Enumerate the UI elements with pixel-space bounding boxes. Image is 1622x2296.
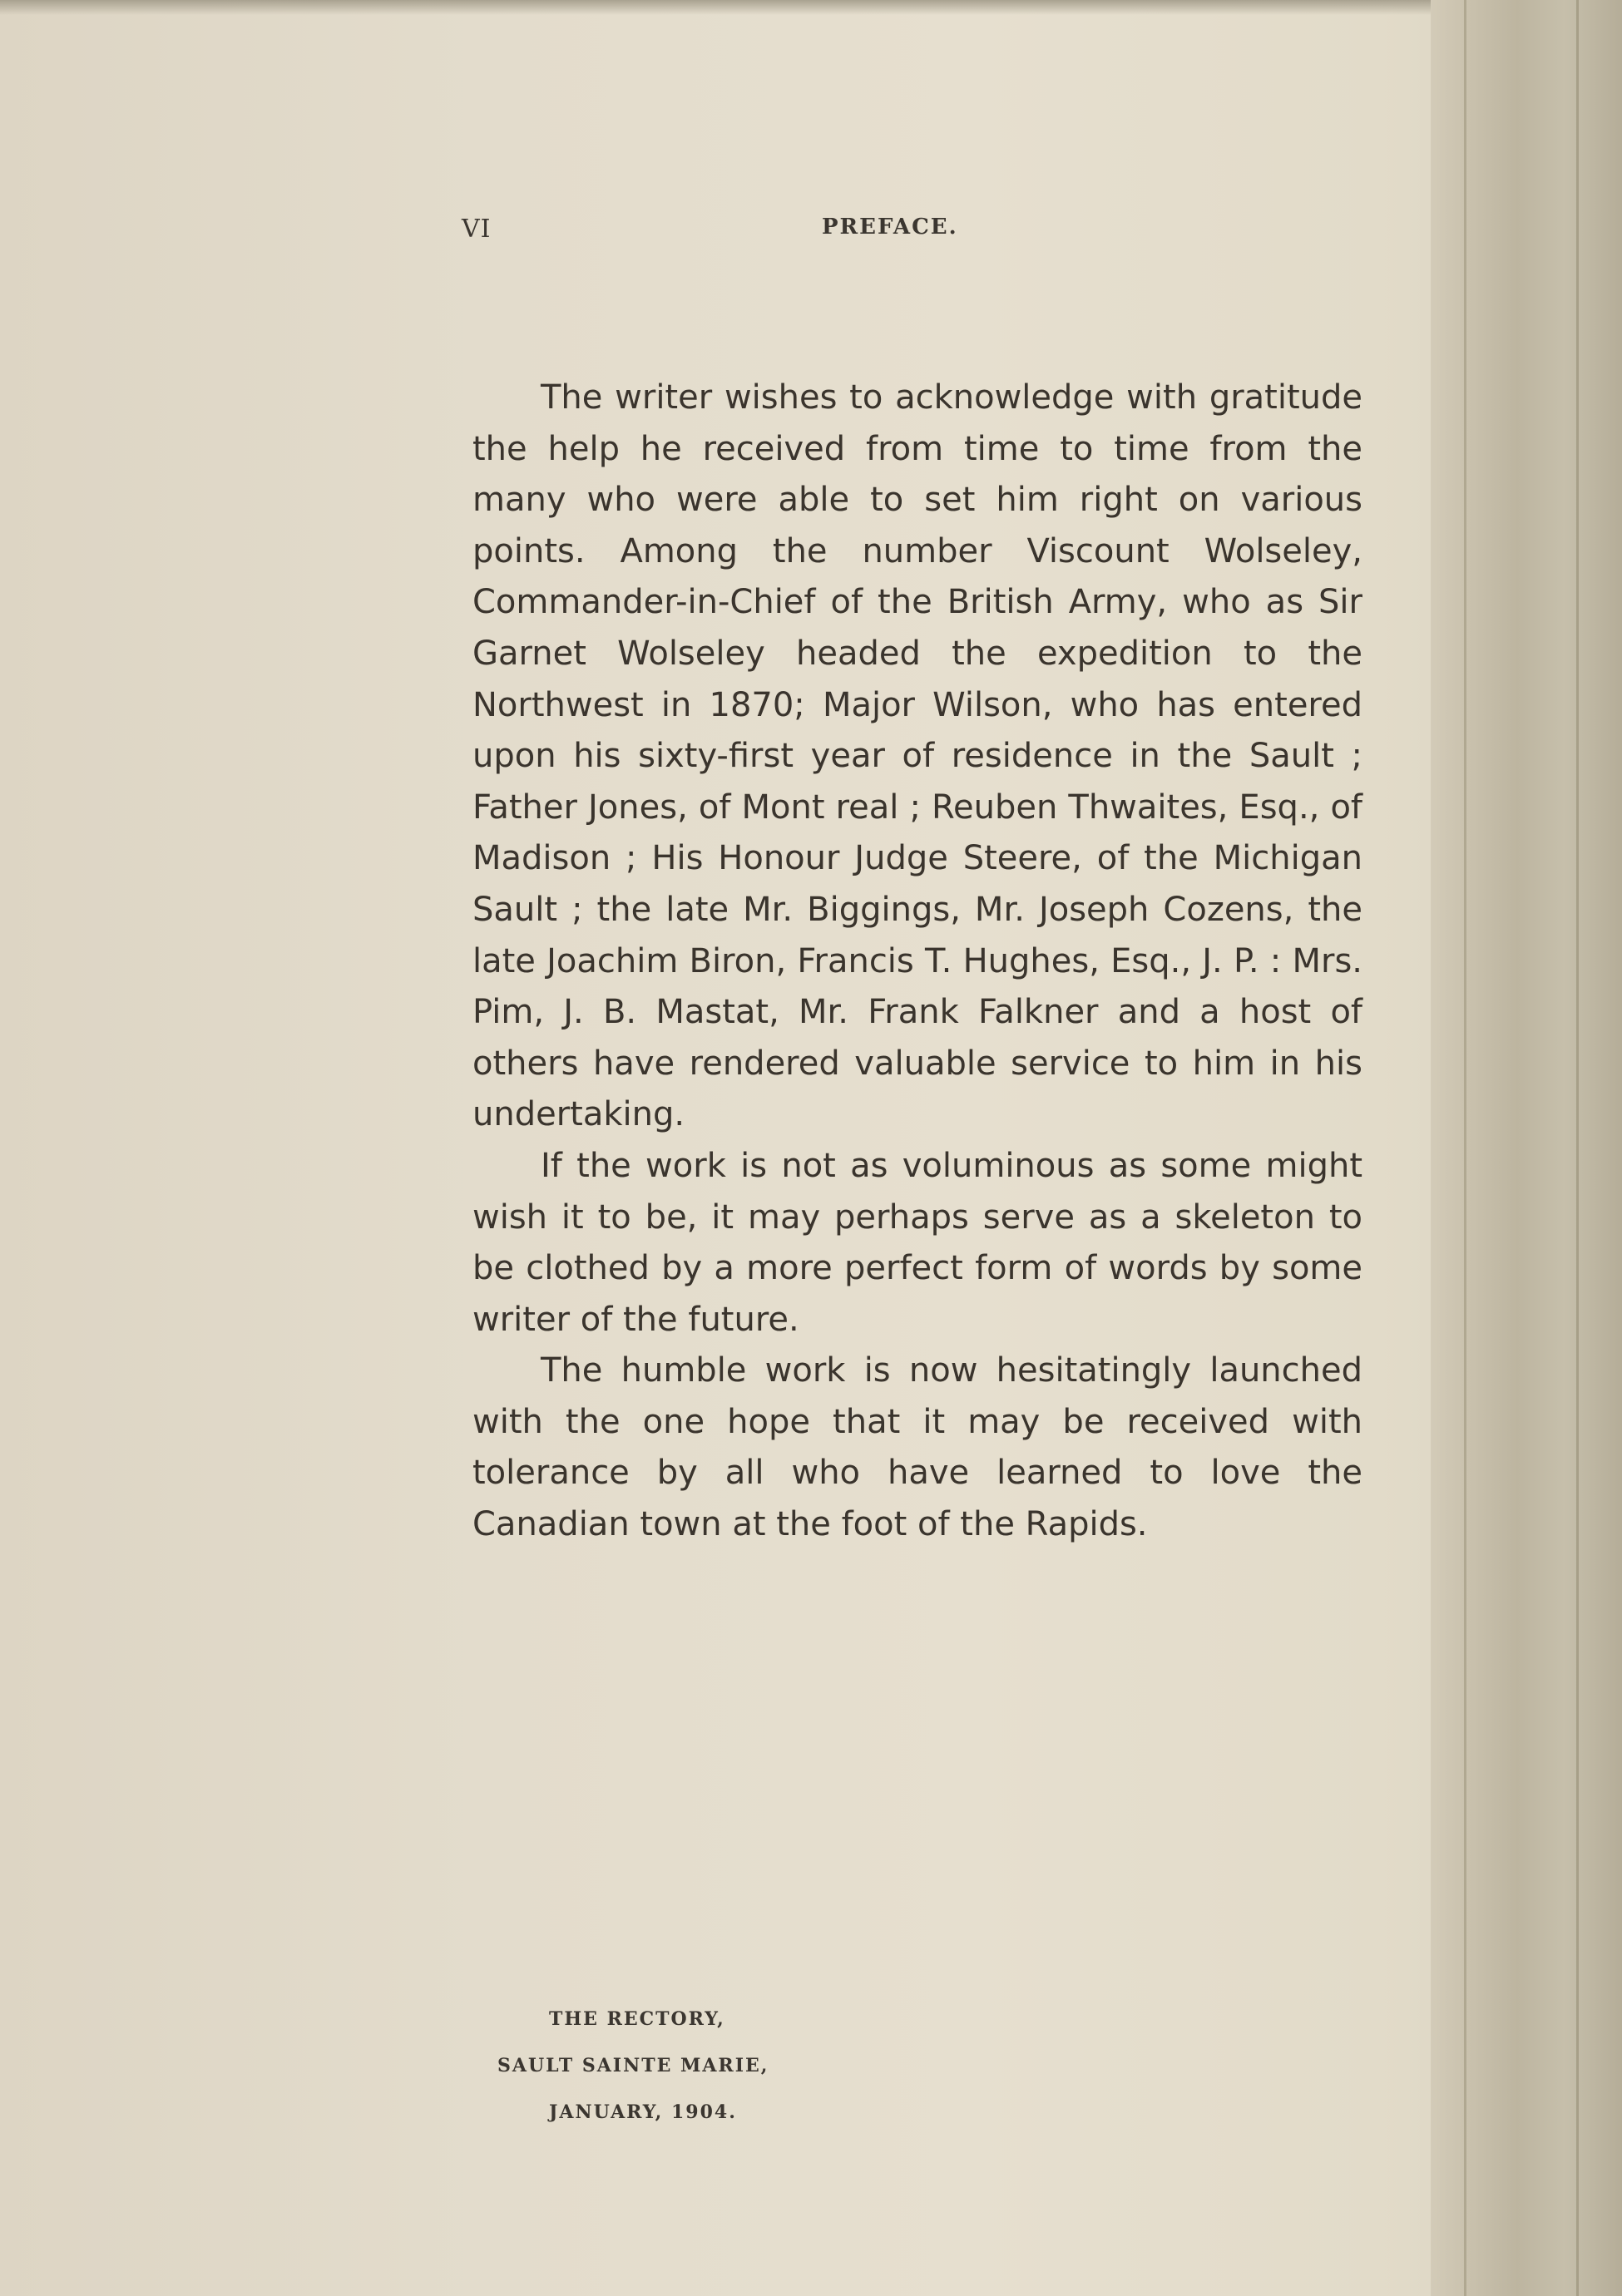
page-top-shadow — [0, 0, 1431, 15]
signoff-place: THE RECTORY, — [549, 2008, 725, 2030]
preface-body — [472, 373, 1362, 2123]
paragraph-scope: If the work is not as voluminous as some might wish it to be, it may perhaps serve as a skeleton to be clothed by a more perfect form of words by some writer of the future. — [472, 1146, 1362, 1339]
paragraph-acknowledgements: The writer wishes to acknowledge with gratitude the help he received from time to time from the many who were able to set him right on various points. Among the number Viscount Wolseley, Commander-in-Chief of the British Army, who as Sir Garnet Wolseley headed the expedition to the Northwest in 1870; Major Wilson, who has entered upon his sixty-first year of residence in the Sault ; Father Jones, of Mont real ; Reuben Thwaites, Esq., of Madison ; His Honour Judge Steere, of the Michigan Sault ; the late Mr. Biggings, Mr. Joseph Cozens, the late Joachim Biron, Francis T. Hughes, Esq., J. P. : Mrs. Pim, J. B. Mastat, Mr. Frank Falkner and a host of others have rendered valuable service to him in his undertaking. — [472, 378, 1362, 1134]
signoff-town: SAULT SAINTE MARIE, — [497, 2055, 769, 2076]
page-number: VI — [462, 215, 492, 244]
page-edge-line — [1464, 0, 1466, 2296]
running-title: PREFACE. — [822, 215, 958, 239]
page-edge — [1431, 0, 1622, 2296]
paragraph-launch: The humble work is now hesitatingly launched with the one hope that it may be received with tolerance by all who have learned to love the Canadian town at the foot of the Rapids. — [472, 1351, 1362, 1544]
page-edge-line — [1576, 0, 1579, 2296]
signoff-date: JANUARY, 1904. — [549, 2101, 737, 2123]
